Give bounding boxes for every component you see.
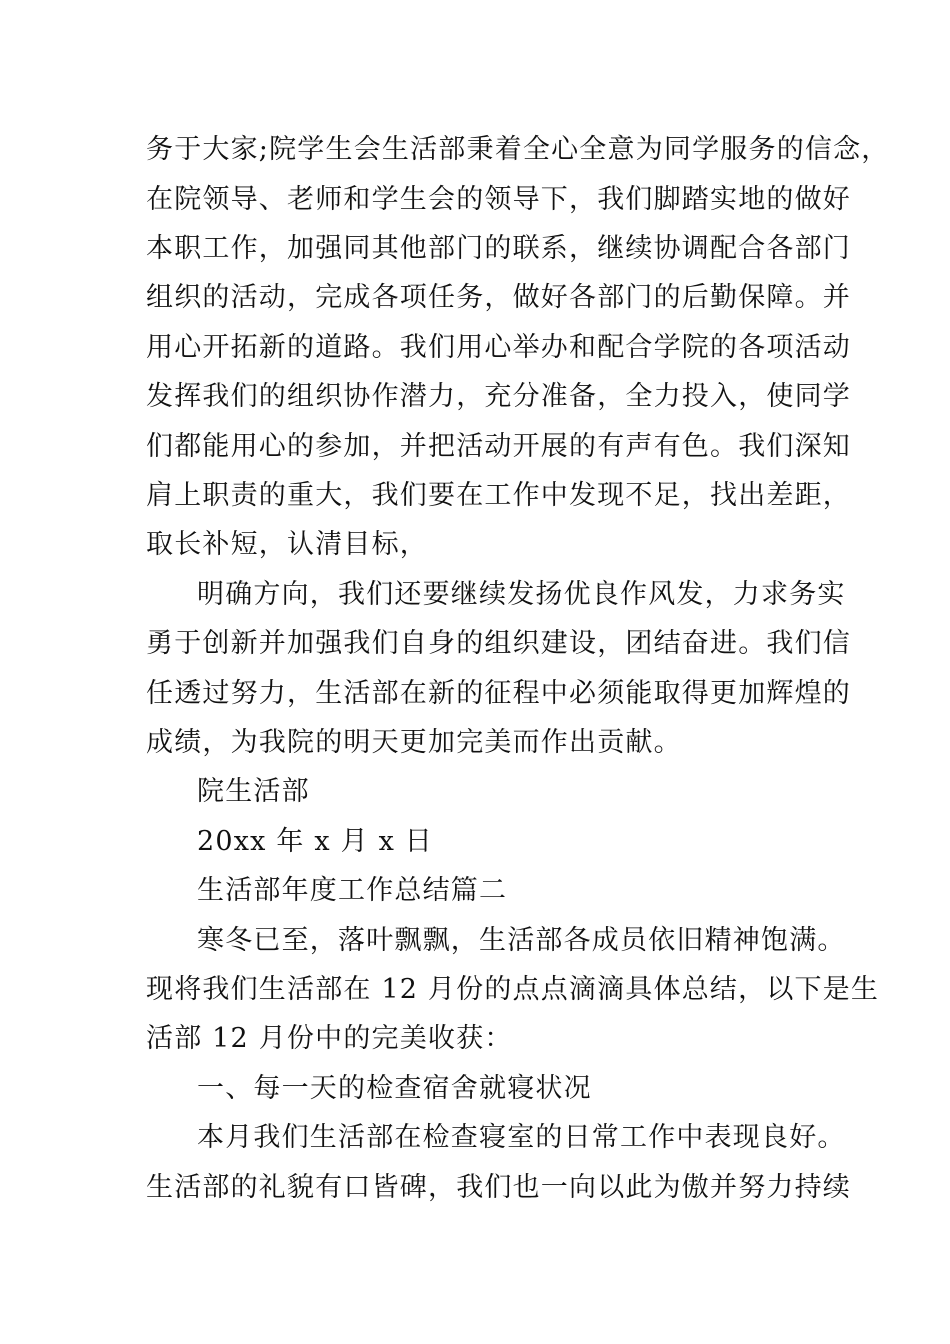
paragraph-line: 勇于创新并加强我们自身的组织建设，团结奋进。我们信 bbox=[146, 628, 851, 659]
paragraph-line: 成绩，为我院的明天更加完美而作出贡献。 bbox=[146, 727, 682, 758]
paragraph-line: 现将我们生活部在 12 月份的点点滴滴具体总结，以下是生 bbox=[146, 974, 880, 1005]
signature-department: 院生活部 bbox=[197, 776, 310, 807]
paragraph-line: 在院领导、老师和学生会的领导下，我们脚踏实地的做好 bbox=[146, 184, 851, 215]
paragraph-line: 务于大家;院学生会生活部秉着全心全意为同学服务的信念， bbox=[146, 134, 890, 165]
paragraph-line: 们都能用心的参加，并把活动开展的有声有色。我们深知 bbox=[146, 431, 851, 462]
paragraph-line: 本职工作，加强同其他部门的联系，继续协调配合各部门 bbox=[146, 233, 851, 264]
paragraph-line: 活部 12 月份中的完美收获： bbox=[146, 1023, 513, 1054]
paragraph-line: 任透过努力，生活部在新的征程中必须能取得更加辉煌的 bbox=[146, 678, 851, 709]
paragraph-line: 生活部的礼貌有口皆碑，我们也一向以此为傲并努力持续 bbox=[146, 1172, 851, 1203]
paragraph-line: 本月我们生活部在检查寝室的日常工作中表现良好。 bbox=[197, 1122, 846, 1153]
paragraph-line: 肩上职责的重大，我们要在工作中发现不足，找出差距， bbox=[146, 480, 851, 511]
paragraph-line: 组织的活动，完成各项任务，做好各部门的后勤保障。并 bbox=[146, 282, 851, 313]
paragraph-line: 寒冬已至，落叶飘飘，生活部各成员依旧精神饱满。 bbox=[197, 925, 846, 956]
paragraph-line: 用心开拓新的道路。我们用心举办和配合学院的各项活动 bbox=[146, 332, 851, 363]
subsection-heading: 一、每一天的检查宿舍就寝状况 bbox=[197, 1073, 592, 1104]
signature-date: 20xx 年 x 月 x 日 bbox=[197, 826, 433, 857]
paragraph-line: 明确方向，我们还要继续发扬优良作风发，力求务实 bbox=[197, 579, 846, 610]
paragraph-line: 取长补短，认清目标， bbox=[146, 529, 428, 560]
section-heading: 生活部年度工作总结篇二 bbox=[197, 875, 508, 906]
paragraph-line: 发挥我们的组织协作潜力，充分准备，全力投入，使同学 bbox=[146, 381, 851, 412]
